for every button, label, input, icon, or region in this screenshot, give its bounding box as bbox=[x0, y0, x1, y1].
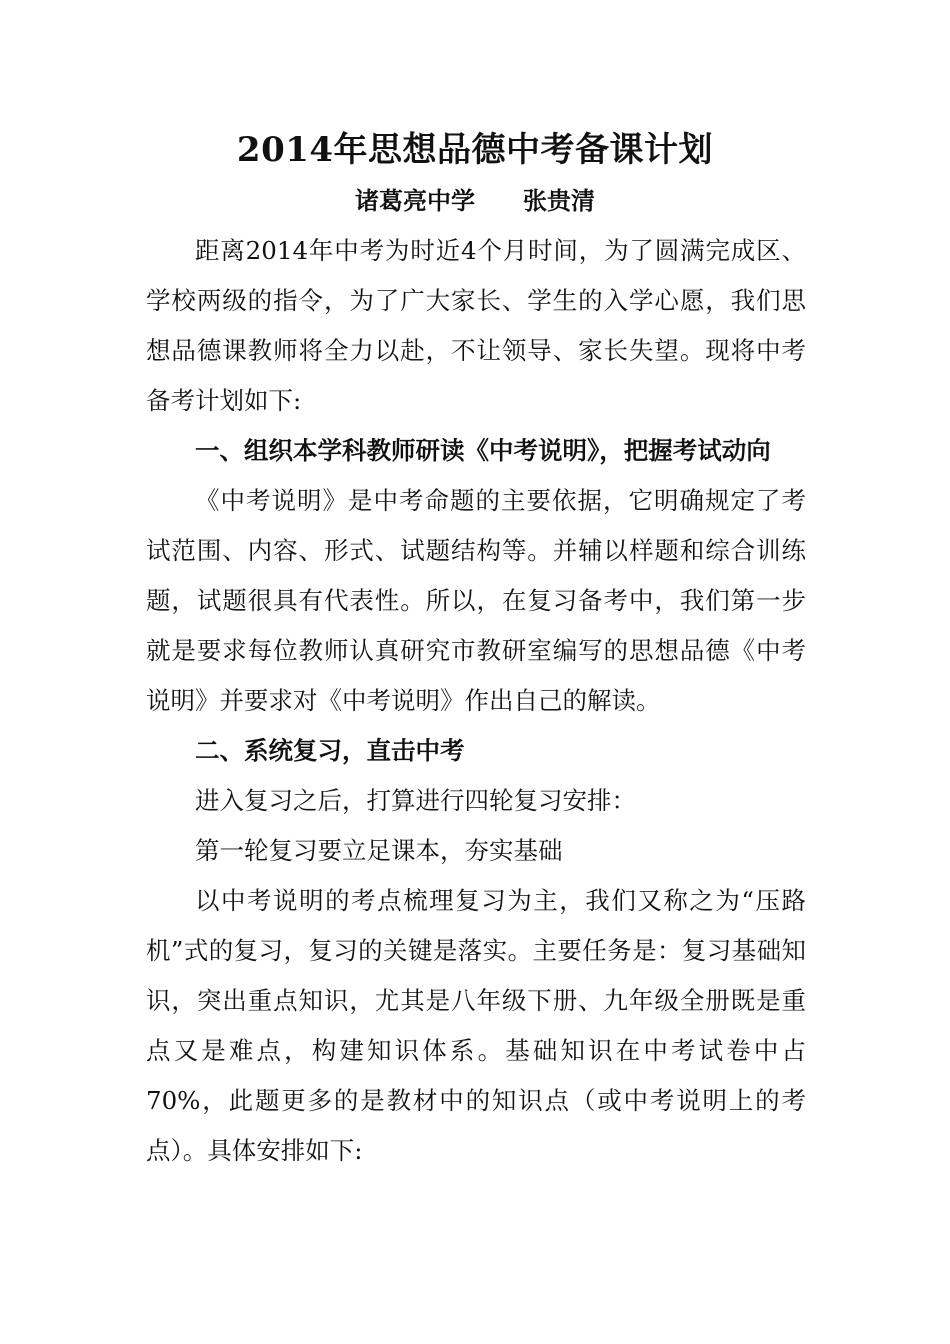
section-heading-2: 二、系统复习，直击中考 bbox=[195, 736, 465, 765]
paragraph-section-1: 《中考说明》是中考命题的主要依据，它明确规定了考试范围、内容、形式、试题结构等。并辅以样题和综合训练题，试题很具有代表性。所以，在复习备考中，我们第一步就是要求每位教师认真研究市教研室编写的思想品德《中考说明》并要求对《中考说明》作出自己的解读。 bbox=[146, 486, 806, 715]
paragraph-intro: 距离2014年中考为时近4个月时间，为了圆满完成区、学校两级的指令，为了广大家长、学生的入学心愿，我们思想品德课教师将全力以赴，不让领导、家长失望。现将中考备考计划如下: bbox=[146, 236, 806, 415]
author-line: 诸葛亮中学 张贵清 bbox=[355, 186, 595, 215]
section-heading-1: 一、组织本学科教师研读《中考说明》，把握考试动向 bbox=[195, 436, 771, 465]
paragraph-first-round: 第一轮复习要立足课本，夯实基础 bbox=[195, 836, 563, 865]
document-title: 2014年思想品德中考备课计划 bbox=[236, 130, 714, 170]
paragraph-first-round-detail: 以中考说明的考点梳理复习为主，我们又称之为“压路机”式的复习，复习的关键是落实。主要任务是：复习基础知识，突出重点知识，尤其是八年级下册、九年级全册既是重点又是难点，构建知识体系。基础知识在中考试卷中占70%，此题更多的是教材中的知识点（或中考说明上的考点）。具体安排如下: bbox=[146, 886, 806, 1165]
paragraph-review-plan: 进入复习之后，打算进行四轮复习安排： bbox=[195, 786, 636, 815]
document-body bbox=[146, 226, 806, 1176]
